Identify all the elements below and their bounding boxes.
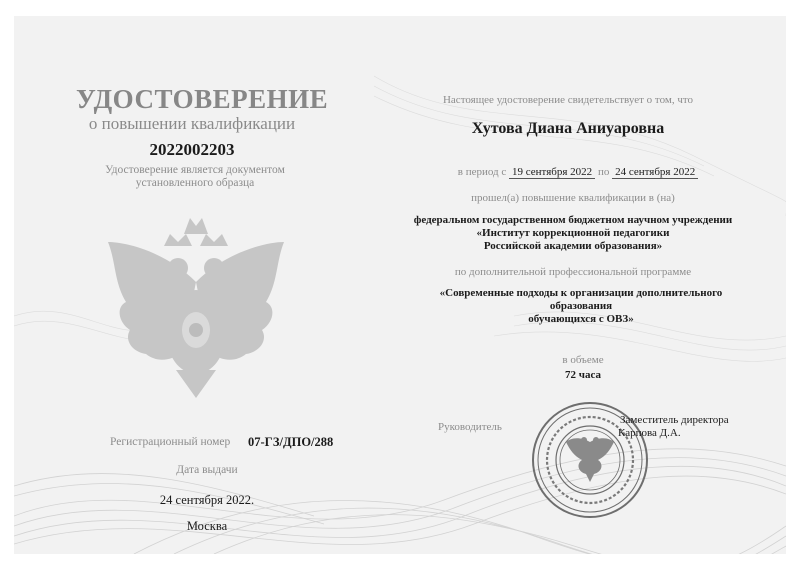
certificate: [14, 16, 786, 554]
signer-title: Заместитель директора: [620, 414, 729, 426]
issue-date: 24 сентября 2022.: [159, 493, 255, 507]
period-to-date: 24 сентября 2022: [612, 166, 698, 179]
institution-name: [408, 214, 738, 253]
certificate-title: УДОСТОВЕРЕНИЕ: [76, 84, 329, 114]
recipient-name: Хутова Диана Аниуаровна: [471, 120, 665, 137]
eagle-emblem-icon: [106, 212, 286, 402]
certificate-number: 2022002203: [149, 140, 235, 159]
intro-text: Настоящее удостоверение свидетельствует о том, что: [442, 94, 694, 106]
passed-text: прошел(а) повышение квалификации в (на): [471, 192, 675, 204]
training-period: [418, 166, 738, 178]
program-line2: обучающихся с ОВЗ»: [528, 313, 634, 325]
institution-line1: федеральном государственном бюджетном научном учреждении: [413, 214, 733, 226]
period-from-date: 19 сентября 2022: [509, 166, 595, 179]
period-from-label: в период с: [457, 166, 507, 178]
institution-line2: «Институт коррекционной педагогики: [476, 227, 670, 239]
volume-label: в объеме: [562, 354, 604, 366]
volume-value: 72 часа: [565, 369, 601, 381]
certificate-subtitle: о повышении квалификации: [88, 114, 296, 133]
city: Москва: [186, 519, 228, 533]
period-to-label: по: [597, 166, 610, 178]
program-title: [408, 287, 754, 326]
program-line1: «Современные подходы к организации дополнительного образования: [439, 287, 723, 312]
program-intro: по дополнительной профессиональной программе: [454, 266, 692, 278]
signer-name: Карпова Д.А.: [618, 427, 681, 439]
registration-label: Регистрационный номер: [110, 436, 231, 448]
head-label: Руководитель: [438, 421, 502, 433]
certificate-note-line2: установленного образца: [135, 177, 255, 189]
registration-number: 07-ГЗ/ДПО/288: [248, 435, 334, 449]
certificate-note: [100, 164, 290, 190]
certificate-note-line1: Удостоверение является документом: [105, 164, 285, 176]
institution-line3: Российской академии образования»: [483, 240, 663, 252]
issue-date-label: Дата выдачи: [176, 464, 238, 476]
